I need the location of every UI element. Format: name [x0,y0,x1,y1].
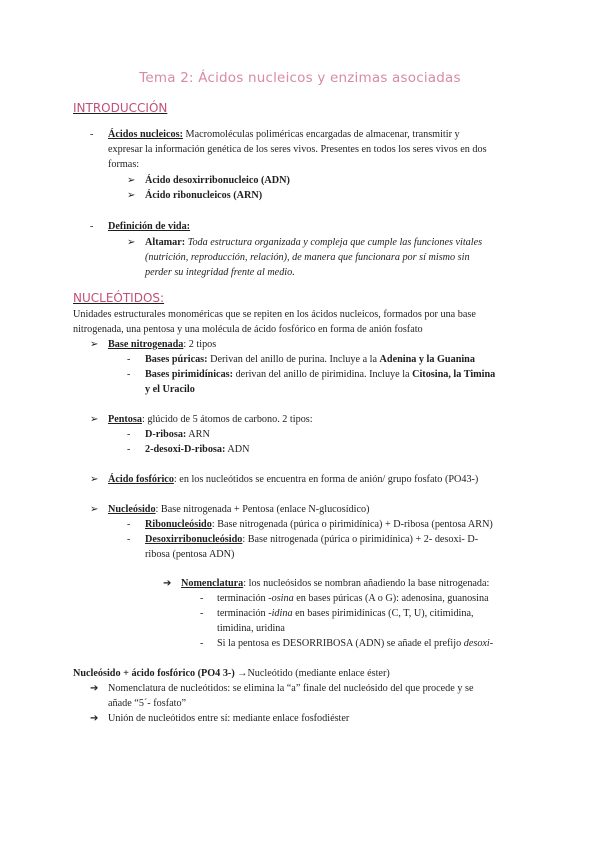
desoxi-prefix-item: Si la pentosa es DESORRIBOSA (ADN) se añade el prefijo desoxi- [217,638,494,649]
arrow-bullet-icon: ➢ [90,474,99,485]
bases-pirimidinicas-line2: y el Uracilo [145,384,195,395]
union-nucleotidos-item: Unión de nucleótidos entre sí: mediante enlace fosfodiéster [108,713,350,724]
terminacion-idina-line2: timidina, uridina [217,623,285,634]
desoxirribonucleosido-item: Desoxirribonucleósido: Base nitrogenada (púrica o pirimidínica) + 2- desoxi- D- [145,534,479,545]
adn-item: Ácido desoxirribonucleico (ADN) [145,175,290,186]
arrow-bullet-icon: ➢ [90,414,99,425]
dash-bullet: - [200,608,204,619]
right-arrow-icon: ➔ [90,683,99,694]
altamar-line2: (nutrición, reproducción, relación), de manera que funcionara por sí mismo sin [145,252,470,263]
desoxi-ribosa-item: 2-desoxi-D-ribosa: ADN [145,444,250,455]
arrow-bullet-icon: ➢ [127,237,136,248]
altamar-line3: perder su integridad frente al medio. [145,267,295,278]
terminacion-osina-item: terminación -osina en bases púricas (A o G): adenosina, guanosina [217,593,489,604]
dash-bullet: - [200,638,204,649]
definicion-vida-label: Definición de vida: [108,221,191,232]
arrow-bullet-icon: ➢ [127,175,136,186]
ribonucleosido-item: Ribonucleósido: Base nitrogenada (púrica o pirimidínica) + D-ribosa (pentosa ARN) [145,519,493,530]
section-heading-nucleotidos: NUCLEÓTIDOS: [73,291,165,305]
terminacion-idina-item: terminación -idina en bases pirimidínicas (C, T, U), citimidina, [217,608,474,619]
nucleosido-item: Nucleósido: Base nitrogenada + Pentosa (enlace N-glucosídico) [108,504,370,515]
page-title: Tema 2: Ácidos nucleicos y enzimas asociadas [139,70,461,86]
acido-fosforico-item: Ácido fosfórico: en los nucleótidos se encuentra en forma de anión/ grupo fosfato (PO43-) [108,474,479,485]
dash-bullet: - [127,534,131,545]
dash-bullet: - [127,354,131,365]
arn-item: Ácido ribonucleicos (ARN) [145,190,263,201]
nomenclatura-nucleotidos-line1: Nomenclatura de nucleótidos: se elimina la “a” finale del nucleósido del que procede y se [108,683,474,694]
nucleotidos-definition-line1: Unidades estructurales monoméricas que se repiten en los ácidos nucleicos, formados por una base [73,309,476,320]
bases-pirimidinicas-item: Bases pirimidínicas: derivan del anillo de pirimidina. Incluye la Citosina, la Timina [145,369,496,380]
nucleotidos-definition-line2: nitrogenada, una pentosa y una molécula de ácido fosfórico en forma de anión fosfato [73,324,423,335]
d-ribosa-item: D-ribosa: ARN [145,429,210,440]
acidos-nucleicos-line2: expresar la información genética de los seres vivos. Presentes en todos los seres vivos en dos [108,144,487,155]
arrow-bullet-icon: ➢ [90,339,99,350]
altamar-line1: Altamar: Toda estructura organizada y compleja que cumple las funciones vitales [145,237,483,248]
dash-bullet: - [200,593,204,604]
acidos-nucleicos-line3: formas: [108,159,140,170]
bases-puricas-item: Bases púricas: Derivan del anillo de purina. Incluye a la Adenina y la Guanina [145,354,475,365]
desoxirribonucleosido-line2: ribosa (pentosa ADN) [145,549,235,560]
nomenclatura-item: Nomenclatura: los nucleósidos se nombran añadiendo la base nitrogenada: [181,578,490,589]
nomenclatura-nucleotidos-line2: añade “5´- fosfato” [108,698,187,709]
dash-bullet: - [127,369,131,380]
section-heading-introduccion: INTRODUCCIÓN [73,101,168,115]
base-nitrogenada-item: Base nitrogenada: 2 tipos [108,339,217,350]
pentosa-item: Pentosa: glúcido de 5 átomos de carbono. 2 tipos: [108,414,313,425]
acidos-nucleicos-line1: Ácidos nucleicos: Macromoléculas poliméricas encargadas de almacenar, transmitir y [108,129,460,140]
arrow-bullet-icon: ➢ [127,190,136,201]
right-arrow-icon: ➔ [163,578,172,589]
dash-bullet: - [90,129,94,140]
dash-bullet: - [127,519,131,530]
nucleotido-formation-line: Nucleósido + ácido fosfórico (PO4 3-) →Nucleótido (mediante enlace éster) [73,668,390,679]
dash-bullet: - [127,429,131,440]
right-arrow-icon: ➔ [90,713,99,724]
dash-bullet: - [90,221,94,232]
dash-bullet: - [127,444,131,455]
arrow-bullet-icon: ➢ [90,504,99,515]
